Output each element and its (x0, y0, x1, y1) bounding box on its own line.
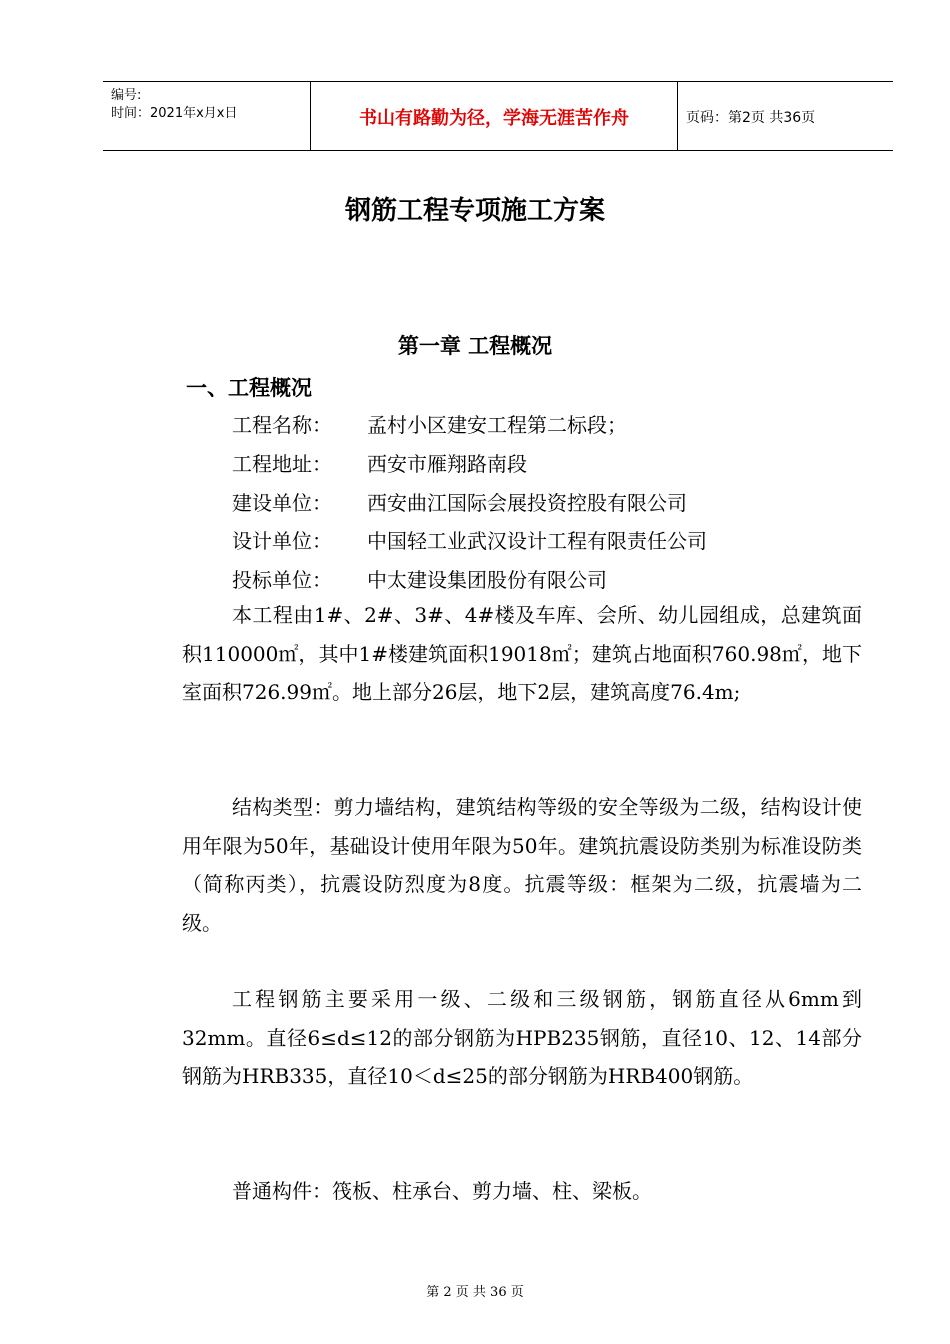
time-label: 时间：2021年x月x日 (111, 106, 238, 121)
info-value: 西安曲江国际会展投资控股有限公司 (367, 491, 687, 515)
info-row (232, 487, 687, 516)
section-heading: 一、工程概况 (186, 375, 312, 400)
info-value: 西安市雁翔路南段 (367, 452, 527, 476)
page-header (103, 81, 893, 151)
info-label: 设计单位： (232, 529, 332, 553)
info-row (232, 525, 707, 554)
info-row (232, 448, 527, 477)
info-value: 孟村小区建安工程第二标段； (367, 413, 627, 437)
info-label: 建设单位： (232, 491, 332, 515)
chapter-heading: 第一章 工程概况 (397, 333, 553, 358)
motto-cell (310, 82, 678, 150)
page-info: 页码：第2页 共36页 (686, 110, 816, 126)
number-label: 编号: (111, 88, 142, 103)
info-row (232, 409, 627, 438)
info-value: 中国轻工业武汉设计工程有限责任公司 (367, 529, 707, 553)
info-label: 工程地址： (232, 452, 332, 476)
info-label: 工程名称： (232, 413, 332, 437)
paragraph-components: 普通构件：筏板、柱承台、剪力墙、柱、梁板。 (232, 1179, 652, 1203)
page-footer: 第 2 页 共 36 页 (426, 1285, 524, 1300)
paragraph-structure: 结构类型：剪力墙结构，建筑结构等级的安全等级为二级，结构设计使用年限为50年，基础设计使用年限为50年。建筑抗震设防类别为标准设防类（简称丙类），抗震设防烈度为8度。抗震等级：框架为二级，抗震墙为二级。 (182, 795, 862, 935)
info-value: 中太建设集团股份有限公司 (367, 568, 607, 592)
document-title: 钢筋工程专项施工方案 (344, 196, 605, 226)
motto: 书山有路勤为径，学海无涯苦作舟 (359, 108, 629, 129)
info-row (232, 564, 607, 593)
info-label: 投标单位： (232, 568, 332, 592)
paragraph-overview: 本工程由1#、2#、3#、4#楼及车库、会所、幼儿园组成，总建筑面积110000㎡，其中1#楼建筑面积19018㎡；建筑占地面积760.98㎡，地下室面积726.99㎡。地上部分26层，地下2层，建筑高度76.4m; (182, 603, 862, 704)
header-meta (111, 87, 237, 123)
paragraph-rebar: 工程钢筋主要采用一级、二级和三级钢筋，钢筋直径从6mm到32mm。直径6≤d≤12的部分钢筋为HPB235钢筋，直径10、12、14部分钢筋为HRB335，直径10＜d≤25的部分钢筋为HRB400钢筋。 (182, 987, 862, 1088)
